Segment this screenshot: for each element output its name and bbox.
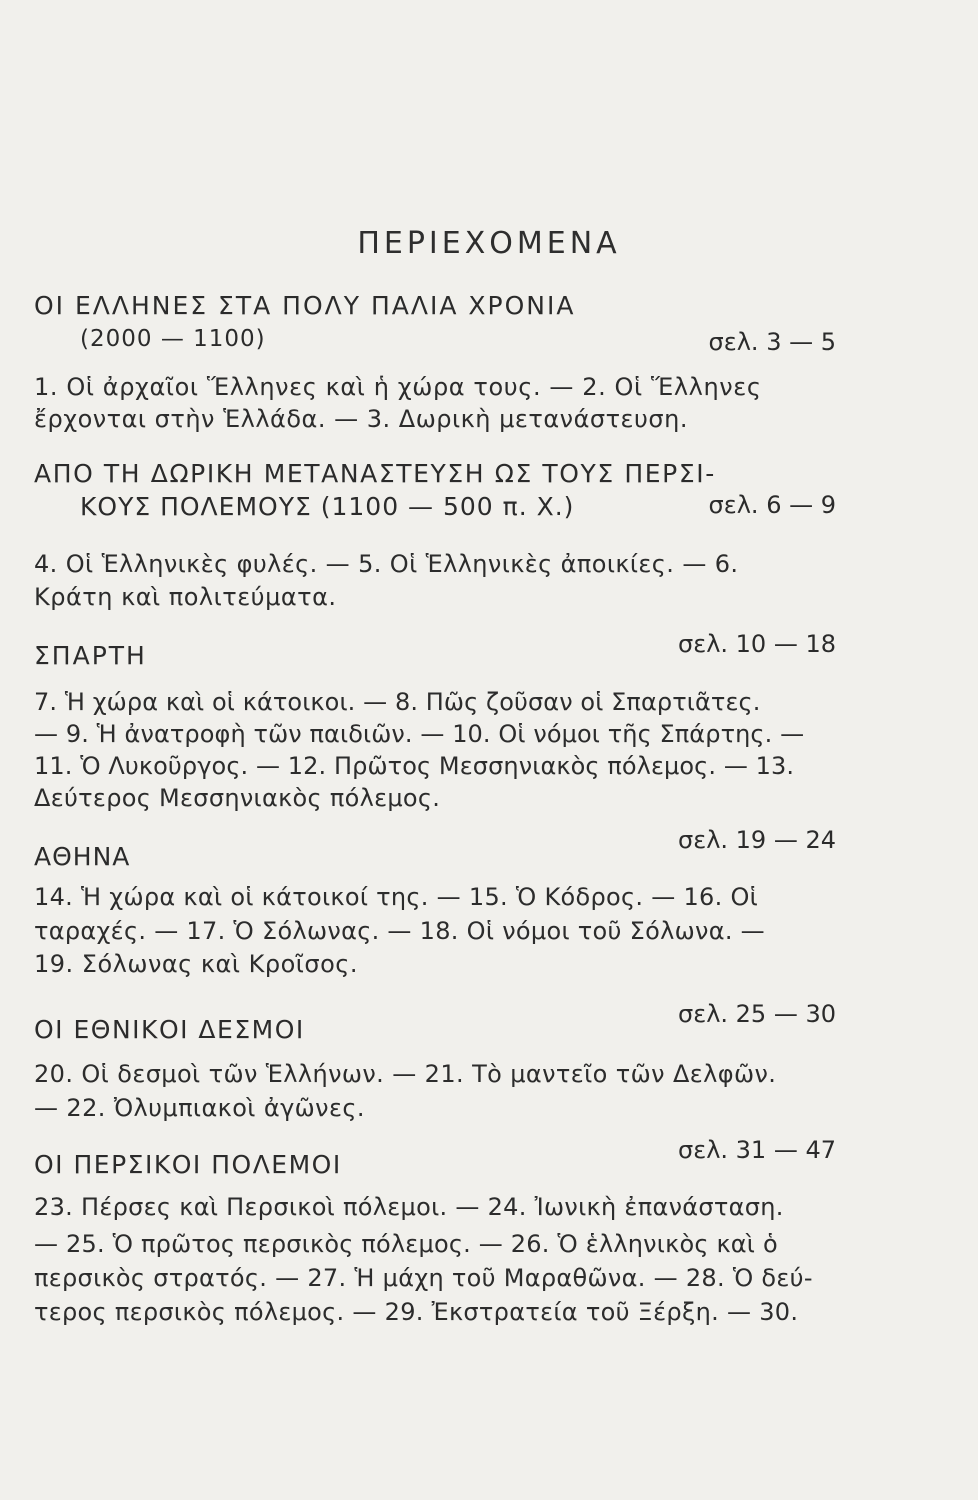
entry-line: 7. Ἡ χώρα καὶ οἱ κάτοικοι. — 8. Πῶς ζοῦσαν οἱ Σπαρτιᾶτες. [34,688,761,716]
page-range: σελ. 25 — 30 [678,1000,836,1028]
page-title: ΠΕΡΙΕΧΟΜΕΝΑ [357,226,621,261]
section-heading-dates: (2000 — 1100) [80,326,266,352]
entry-line: — 9. Ἡ ἀνατροφὴ τῶν παιδιῶν. — 10. Οἱ νόμοι τῆς Σπάρτης. — [34,720,805,748]
entry-line: περσικὸς στρατός. — 27. Ἡ μάχη τοῦ Μαραθῶνα. — 28. Ὁ δεύ- [34,1264,813,1292]
entry-line: τερος περσικὸς πόλεμος. — 29. Ἐκστρατεία τοῦ Ξέρξη. — 30. [34,1298,799,1326]
entry-line: — 25. Ὁ πρῶτος περσικὸς πόλεμος. — 26. Ὁ ἑλληνικὸς καὶ ὁ [34,1230,778,1258]
section-heading: ΟΙ ΕΛΛΗΝΕΣ ΣΤΑ ΠΟΛΥ ΠΑΛΙΑ ΧΡΟΝΙΑ [34,291,576,320]
entry-line: Κράτη καὶ πολιτεύματα. [34,583,337,611]
section-heading: ΚΟΥΣ ΠΟΛΕΜΟΥΣ (1100 — 500 π. Χ.) [80,492,575,521]
entry-line: — 22. Ὀλυμπιακοὶ ἀγῶνες. [34,1094,365,1122]
entry-line: 1. Οἱ ἀρχαῖοι Ἕλληνες καὶ ἡ χώρα τους. — 2. Οἱ Ἕλληνες [34,373,762,401]
entry-line: Δεύτερος Μεσσηνιακὸς πόλεμος. [34,784,441,812]
section-heading: ΟΙ ΕΘΝΙΚΟΙ ΔΕΣΜΟΙ [34,1015,305,1044]
entry-line: 20. Οἱ δεσμοὶ τῶν Ἑλλήνων. — 21. Τὸ μαντεῖο τῶν Δελφῶν. [34,1060,777,1088]
entry-line: 23. Πέρσες καὶ Περσικοὶ πόλεμοι. — 24. Ἰωνικὴ ἐπανάσταση. [34,1193,784,1221]
entry-line: 4. Οἱ Ἑλληνικὲς φυλές. — 5. Οἱ Ἑλληνικὲς ἀποικίες. — 6. [34,550,739,578]
entry-line: ἔρχονται στὴν Ἑλλάδα. — 3. Δωρικὴ μετανάστευση. [34,405,688,433]
page-range: σελ. 19 — 24 [678,826,836,854]
section-heading: ΑΠΟ ΤΗ ΔΩΡΙΚΗ ΜΕΤΑΝΑΣΤΕΥΣΗ ΩΣ ΤΟΥΣ ΠΕΡΣΙ- [34,459,716,488]
entry-line: 14. Ἡ χώρα καὶ οἱ κάτοικοί της. — 15. Ὁ Κόδρος. — 16. Οἱ [34,883,759,911]
section-heading: ΟΙ ΠΕΡΣΙΚΟΙ ΠΟΛΕΜΟΙ [34,1150,342,1179]
section-heading: ΣΠΑΡΤΗ [34,641,147,670]
entry-line: ταραχές. — 17. Ὁ Σόλωνας. — 18. Οἱ νόμοι τοῦ Σόλωνα. — [34,917,765,945]
page-range: σελ. 6 — 9 [708,491,836,519]
entry-line: 11. Ὁ Λυκοῦργος. — 12. Πρῶτος Μεσσηνιακὸς πόλεμος. — 13. [34,752,795,780]
page-range: σελ. 31 — 47 [678,1136,836,1164]
entry-line: 19. Σόλωνας καὶ Κροῖσος. [34,950,358,978]
page-range: σελ. 10 — 18 [678,630,836,658]
section-heading: ΑΘΗΝΑ [34,842,131,871]
page-range: σελ. 3 — 5 [708,328,836,356]
